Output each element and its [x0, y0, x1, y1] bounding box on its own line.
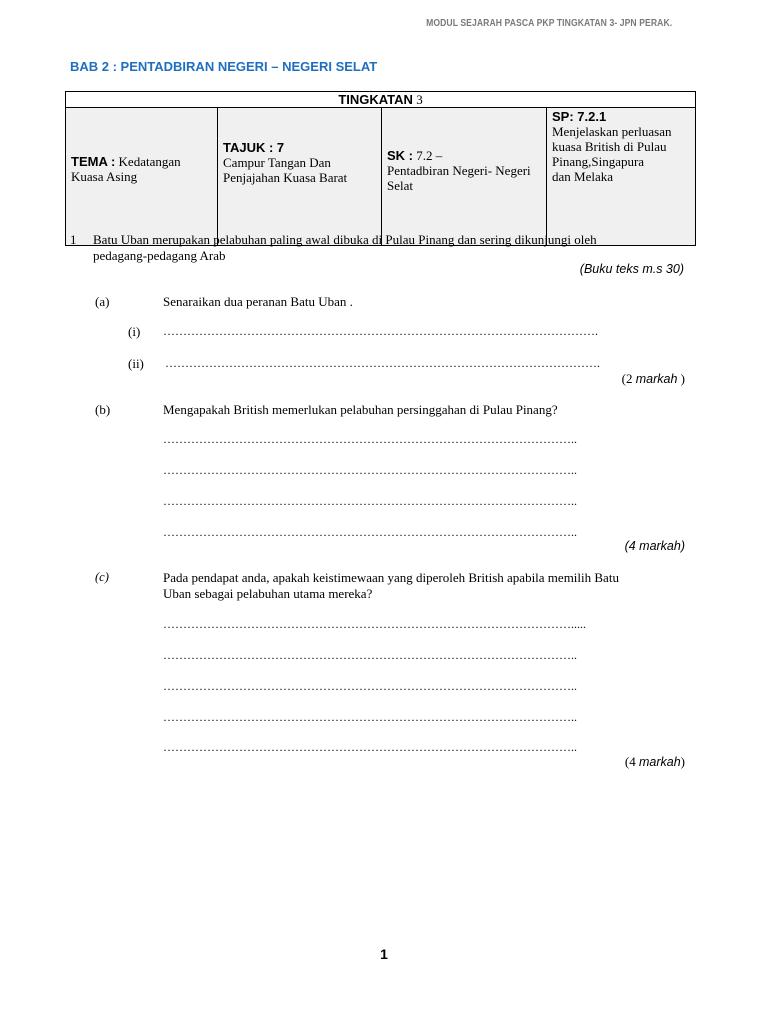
textbook-reference: (Buku teks m.s 30)	[579, 262, 684, 276]
part-a-label: (a)	[95, 294, 110, 309]
info-table	[65, 91, 696, 246]
part-c-marks	[560, 754, 685, 770]
sp-label: SP: 7.2.1	[552, 109, 607, 124]
part-c-marks-num: (4	[624, 754, 636, 769]
part-b-answer-line[interactable]: …………………………………………………………………………………………..	[163, 494, 577, 508]
part-b-answer-line[interactable]: …………………………………………………………………………………………..	[163, 463, 577, 477]
part-b-answer-line[interactable]: …………………………………………………………………………………………..	[163, 525, 577, 539]
question-stem-line-1: Batu Uban merupakan pelabuhan paling awal dibuka di Pulau Pinang dan sering dikunjungi oleh	[93, 232, 597, 247]
part-a-i-answer-line[interactable]: ……………………………………………………………………………………………….	[163, 324, 598, 338]
part-c-answer-line[interactable]: …………………………………………………………………………………………..	[163, 648, 577, 662]
sk-value-3: Selat	[387, 178, 413, 193]
tajuk-cell	[218, 108, 382, 246]
sk-label: SK :	[387, 148, 413, 163]
part-b-label: (b)	[95, 402, 111, 417]
sp-value-1: Menjelaskan perluasan	[552, 124, 672, 139]
question-stem	[93, 232, 693, 264]
sp-value-3: Pinang,Singapura	[552, 154, 645, 169]
tema-label: TEMA :	[71, 154, 116, 169]
tema-value-1: Kedatangan	[118, 154, 181, 169]
part-c-answer-line[interactable]: …………………………………………………………………………………………..	[163, 710, 577, 724]
part-a-marks-close: )	[680, 371, 685, 386]
part-c-answer-line[interactable]: …………………………………………………………………………………………..	[163, 679, 577, 693]
part-c-marks-word: markah	[638, 755, 681, 769]
question-stem-line-2: pedagang-pedagang Arab	[93, 248, 226, 263]
part-c-text-line-2: Uban sebagai pelabuhan utama mereka?	[163, 586, 373, 601]
tajuk-value-2: Penjajahan Kuasa Barat	[223, 170, 348, 185]
sp-cell	[547, 108, 696, 246]
module-header: MODUL SEJARAH PASCA PKP TINGKATAN 3- JPN PERAK.	[425, 18, 672, 29]
sp-value-4: dan Melaka	[552, 169, 614, 184]
sk-cell	[382, 108, 547, 246]
part-c-marks-close: )	[680, 754, 685, 769]
page-number: 1	[380, 946, 388, 962]
part-a-i-label: (i)	[128, 324, 141, 339]
part-c-label: (c)	[95, 570, 109, 584]
part-c-text	[163, 570, 683, 602]
part-c-text-line-1: Pada pendapat anda, apakah keistimewaan yang diperoleh British apabila memilih Batu	[163, 570, 619, 585]
question-number: 1	[70, 232, 77, 247]
tingkatan-cell	[66, 92, 696, 108]
sk-value-1: 7.2 –	[416, 148, 443, 163]
part-a-marks	[560, 371, 685, 387]
part-c-answer-line[interactable]: ………………………………………………………………………………………….....	[163, 617, 586, 631]
sk-value-2: Pentadbiran Negeri- Negeri	[387, 163, 531, 178]
sp-value-2: kuasa British di Pulau	[552, 139, 667, 154]
part-a-marks-word: markah	[635, 372, 678, 386]
part-c-answer-line[interactable]: …………………………………………………………………………………………..	[163, 740, 577, 754]
part-a-marks-num: (2	[621, 371, 633, 386]
part-b-answer-line[interactable]: …………………………………………………………………………………………..	[163, 432, 577, 446]
part-b-marks: (4 markah)	[624, 539, 685, 553]
part-a-text: Senaraikan dua peranan Batu Uban .	[163, 294, 353, 309]
chapter-title: BAB 2 : PENTADBIRAN NEGERI – NEGERI SELAT	[70, 59, 378, 74]
tingkatan-value: 3	[416, 92, 423, 107]
tajuk-label: TAJUK : 7	[223, 140, 285, 155]
tema-cell	[66, 108, 218, 246]
tema-value-2: Kuasa Asing	[71, 169, 138, 184]
part-b-text: Mengapakah British memerlukan pelabuhan persinggahan di Pulau Pinang?	[163, 402, 558, 417]
tajuk-value-1: Campur Tangan Dan	[223, 155, 331, 170]
part-a-ii-label: (ii)	[128, 356, 144, 371]
part-a-ii-answer-line[interactable]: ……………………………………………………………………………………………….	[165, 356, 600, 370]
tingkatan-label: TINGKATAN	[338, 92, 413, 107]
